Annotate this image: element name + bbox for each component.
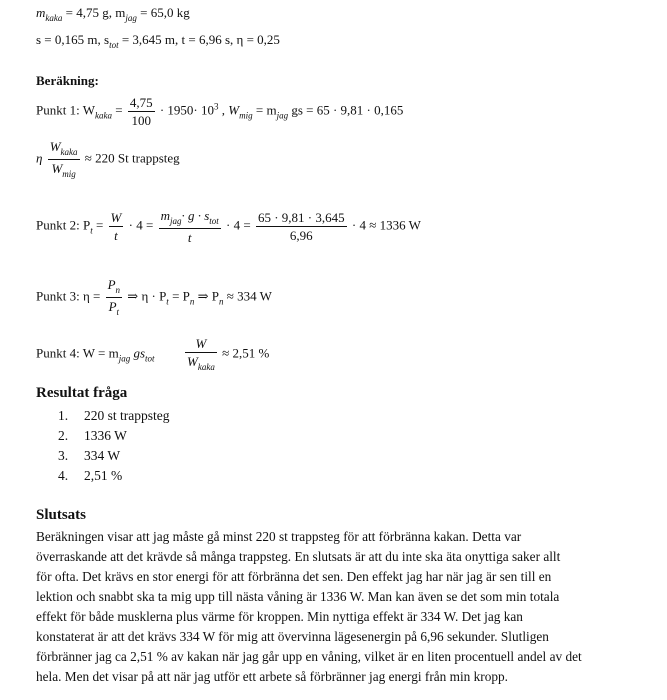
punkt3-fraction: $\frac{P_n}{P_t}$	[107, 277, 121, 317]
punkt2-fraction-1: $\frac{W}{t}$	[110, 210, 122, 243]
slutsats-title: Slutsats	[36, 507, 87, 523]
given-line-1: $m_{kaka} = 4,75$ g, $m_{jag} = 65,0$ kg	[36, 5, 190, 23]
punkt4-fraction: $\frac{W}{W_{kaka}}$	[187, 336, 215, 372]
slutsats-line: konstaterat är att det krävs 334 W för mig att övervinna lägesenergin på 6,96 sekunder. Slutligen	[36, 629, 549, 644]
slutsats-line: Beräkningen visar att jag måste gå minst 220 st trappsteg för att förbränna kakan. Detta var	[36, 529, 522, 544]
given-line-2: s = 0,165 m, $s_{tot} = 3,645$ m, t = 6,96 s, η = 0,25	[36, 32, 280, 50]
resultat-item-3: 3. 334 W	[58, 448, 121, 463]
punkt-4: Punkt 4: $W = m_{jag}$ $gs_{tot}$ $\frac{W}{W_{kaka}}$ ≈ 2,51 %	[36, 336, 270, 372]
slutsats-line: lektion och snabbt ska ta mig upp till nästa våning är 1336 W. Man kan även se det som min totala	[36, 589, 560, 604]
punkt-1: Punkt 1: $W_{kaka}$ = $\frac{4,75}{100}$ · $1950\cdot 10^3$ , $W_{mig} = m_{jag}$ gs = 65 · 9,81 · 0,165	[36, 95, 404, 128]
slutsats-line: för ofta. Det krävs en stor energi för att förbränna det sen. Den effekt jag har när jag är sen till en	[36, 569, 552, 584]
punkt-3: Punkt 3: η = $\frac{P_n}{P_t}$ ⇒ $\eta \cdot P_t = P_n$ ⇒ $P_n \approx 334$ W	[36, 277, 272, 317]
eta-ratio-line: η $\frac{W_{kaka}}{W_{mig}}$ ≈ 220 St trappsteg	[36, 139, 180, 179]
slutsats-line: hela. Men det visar på att när jag utför ett arbete så förbränner jag energi från min kropp.	[36, 669, 508, 684]
berakning-heading: Beräkning:	[36, 73, 99, 88]
punkt-2: Punkt 2: $P_t$ = $\frac{W}{t}$ · 4 = $\frac{m_{jag}\cdot g \cdot s_{tot}}{t}$ · 4 = $\frac{65 \cdot 9,81 \cdot 3,645}{6,96}$ · 4 ≈ 1336 W	[36, 208, 421, 245]
resultat-item-2: 2. 1336 W	[58, 428, 127, 443]
punkt2-fraction-3: $\frac{65 \cdot 9,81 \cdot 3,645}{6,96}$	[257, 210, 345, 243]
eta-fraction: $\frac{W_{kaka}}{W_{mig}}$	[49, 139, 78, 179]
slutsats-line: överraskande att det krävde så många trappsteg. En slutsats är att du inte ska äta onyttiga saker allt	[36, 549, 561, 564]
resultat-item-1: 1. 220 st trappsteg	[58, 408, 170, 423]
slutsats-paragraph	[36, 527, 646, 687]
slutsats-line: effekt för både musklerna plus värme för kroppen. Min nyttiga effekt är 334 W. Det jag kan	[36, 609, 523, 624]
resultat-item-4: 4. 2,51 %	[58, 468, 123, 483]
resultat-title: Resultat fråga	[36, 385, 128, 401]
punkt1-fraction: $\frac{4,75}{100}$	[129, 95, 153, 128]
slutsats-line: förbränner jag ca 2,51 % av kakan när jag går upp en våning, vilket är en liten procentuell andel av det	[36, 649, 582, 664]
punkt2-fraction-2: $\frac{m_{jag}\cdot g \cdot s_{tot}}{t}$	[160, 208, 219, 245]
